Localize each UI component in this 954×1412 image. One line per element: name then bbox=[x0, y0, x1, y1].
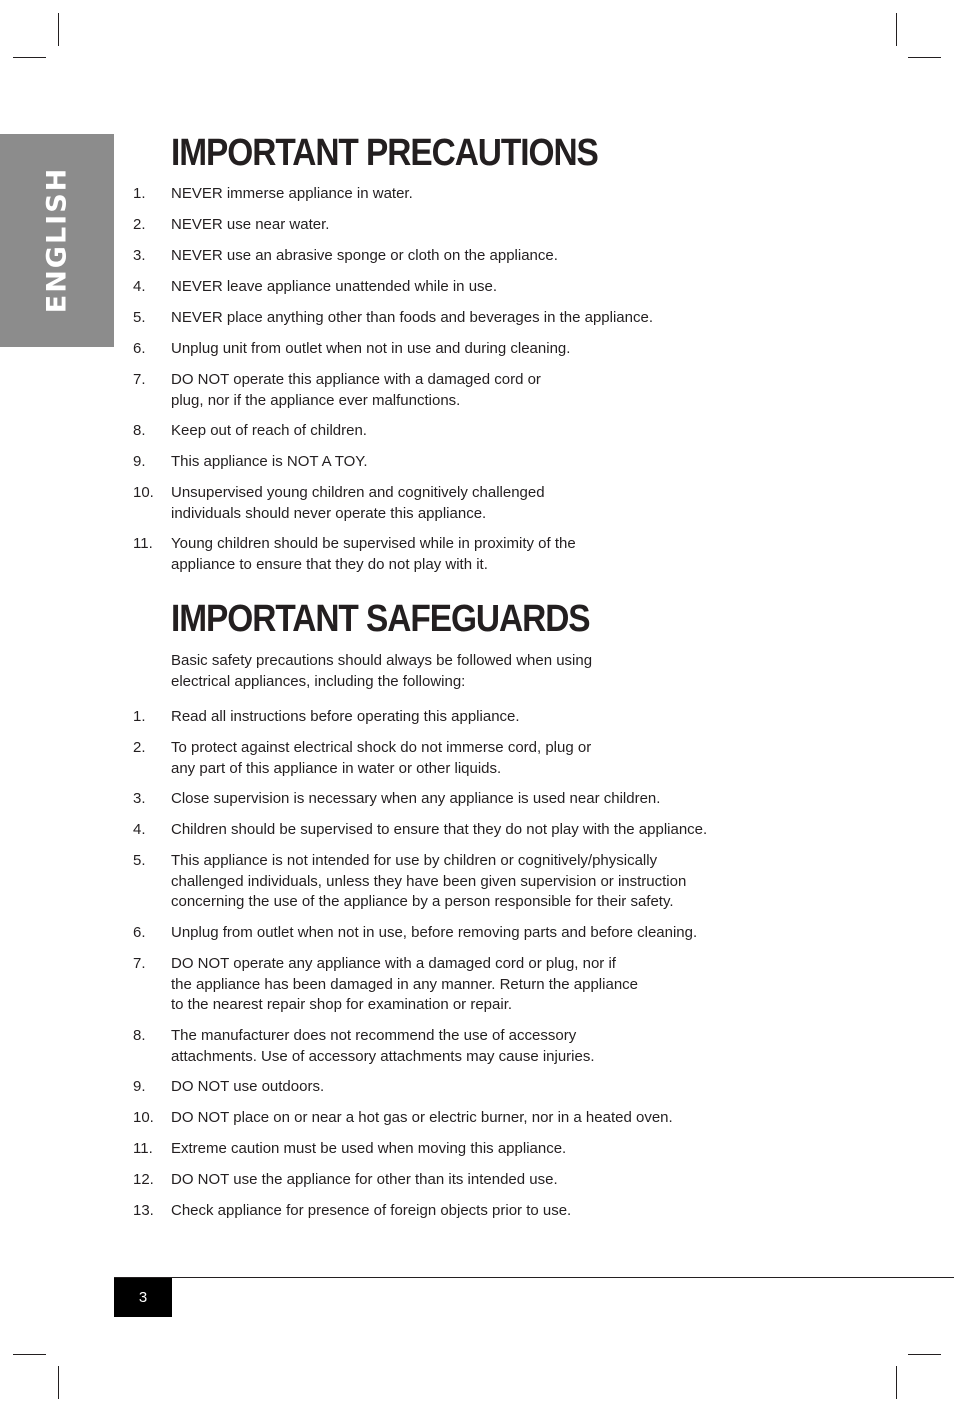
crop-mark bbox=[13, 57, 46, 58]
item-number: 2. bbox=[133, 739, 146, 756]
list-item bbox=[0, 923, 954, 954]
item-text: Read all instructions before operating this appliance. bbox=[171, 708, 520, 725]
item-number: 11. bbox=[133, 1140, 153, 1157]
item-text: NEVER place anything other than foods and beverages in the appliance. bbox=[171, 309, 653, 326]
item-text: This appliance is not intended for use by children or cognitively/physically challenged individuals, unless they have been given supervision or instruction concerning the use of the appliance by a person responsible for their safety. bbox=[171, 852, 687, 910]
item-text: To protect against electrical shock do not immerse cord, plug or any part of this appliance in water or other liquids. bbox=[171, 739, 592, 777]
item-text: DO NOT operate this appliance with a damaged cord or plug, nor if the appliance ever malfunctions. bbox=[171, 371, 541, 409]
list-item bbox=[0, 370, 954, 421]
list-item bbox=[0, 215, 954, 246]
item-text: NEVER immerse appliance in water. bbox=[171, 185, 413, 202]
item-number: 3. bbox=[133, 247, 146, 264]
item-number: 3. bbox=[133, 790, 146, 807]
item-text: NEVER use near water. bbox=[171, 216, 330, 233]
list-item bbox=[0, 1170, 954, 1201]
item-number: 11. bbox=[133, 535, 153, 552]
item-number: 9. bbox=[133, 453, 146, 470]
item-number: 9. bbox=[133, 1078, 146, 1095]
list-item bbox=[0, 534, 954, 585]
list-item bbox=[0, 1139, 954, 1170]
item-text: Young children should be supervised while in proximity of the appliance to ensure that they do not play with it. bbox=[171, 535, 576, 573]
item-text: DO NOT use outdoors. bbox=[171, 1078, 325, 1095]
item-text: NEVER leave appliance unattended while in use. bbox=[171, 278, 498, 295]
list-item bbox=[0, 1077, 954, 1108]
item-number: 6. bbox=[133, 340, 146, 357]
list-item bbox=[0, 184, 954, 215]
item-text: Keep out of reach of children. bbox=[171, 422, 367, 439]
list-item bbox=[0, 851, 954, 923]
item-number: 10. bbox=[133, 484, 154, 501]
item-text: Unplug from outlet when not in use, before removing parts and before cleaning. bbox=[171, 924, 698, 941]
item-text: DO NOT use the appliance for other than its intended use. bbox=[171, 1171, 558, 1188]
item-text: DO NOT place on or near a hot gas or electric burner, nor in a heated oven. bbox=[171, 1109, 673, 1126]
item-number: 10. bbox=[133, 1109, 154, 1126]
item-number: 8. bbox=[133, 422, 146, 439]
list-item bbox=[0, 421, 954, 452]
list-item bbox=[0, 308, 954, 339]
item-text: Close supervision is necessary when any appliance is used near children. bbox=[171, 790, 661, 807]
item-text: Extreme caution must be used when moving this appliance. bbox=[171, 1140, 567, 1157]
list-item bbox=[0, 820, 954, 851]
list-item bbox=[0, 1108, 954, 1139]
precautions-list bbox=[0, 184, 954, 585]
item-number: 5. bbox=[133, 309, 146, 326]
item-text: DO NOT operate any appliance with a damaged cord or plug, nor if the appliance has been damaged in any manner. Return the appliance to the nearest repair shop for examination or repair. bbox=[171, 955, 638, 1013]
item-text: NEVER use an abrasive sponge or cloth on the appliance. bbox=[171, 247, 558, 264]
list-item bbox=[0, 954, 954, 1026]
footer-rule bbox=[114, 1277, 954, 1278]
crop-mark bbox=[896, 1366, 897, 1399]
item-text: Check appliance for presence of foreign objects prior to use. bbox=[171, 1202, 572, 1219]
list-item bbox=[0, 339, 954, 370]
item-number: 4. bbox=[133, 821, 146, 838]
list-item bbox=[0, 1026, 954, 1077]
crop-mark bbox=[58, 1366, 59, 1399]
item-number: 4. bbox=[133, 278, 146, 295]
crop-mark bbox=[13, 1354, 46, 1355]
item-number: 5. bbox=[133, 852, 146, 869]
crop-mark bbox=[908, 1354, 941, 1355]
list-item bbox=[0, 483, 954, 534]
item-number: 8. bbox=[133, 1027, 146, 1044]
item-text: Unplug unit from outlet when not in use and during cleaning. bbox=[171, 340, 571, 357]
page-number: 3 bbox=[114, 1278, 172, 1317]
precautions-title: IMPORTANT PRECAUTIONS bbox=[171, 132, 598, 174]
crop-mark bbox=[58, 13, 59, 46]
item-number: 12. bbox=[133, 1171, 154, 1188]
list-item bbox=[0, 738, 954, 789]
item-number: 1. bbox=[133, 708, 146, 725]
list-item bbox=[0, 789, 954, 820]
list-item bbox=[0, 277, 954, 308]
crop-mark bbox=[896, 13, 897, 46]
list-item bbox=[0, 246, 954, 277]
item-number: 7. bbox=[133, 371, 146, 388]
safeguards-title: IMPORTANT SAFEGUARDS bbox=[171, 598, 590, 640]
crop-mark bbox=[908, 57, 941, 58]
item-text: Unsupervised young children and cognitively challenged individuals should never operate this appliance. bbox=[171, 484, 545, 522]
item-number: 1. bbox=[133, 185, 146, 202]
item-number: 13. bbox=[133, 1202, 154, 1219]
item-text: Children should be supervised to ensure that they do not play with the appliance. bbox=[171, 821, 708, 838]
safeguards-intro: Basic safety precautions should always be followed when using electrical appliances, including the following: bbox=[171, 652, 593, 690]
list-item bbox=[0, 707, 954, 738]
item-text: This appliance is NOT A TOY. bbox=[171, 453, 368, 470]
item-number: 6. bbox=[133, 924, 146, 941]
safeguards-list bbox=[0, 707, 954, 1232]
language-tab-label: ENGLISH bbox=[41, 166, 73, 314]
item-text: The manufacturer does not recommend the use of accessory attachments. Use of accessory attachments may cause injuries. bbox=[171, 1027, 595, 1065]
list-item bbox=[0, 452, 954, 483]
item-number: 7. bbox=[133, 955, 146, 972]
item-number: 2. bbox=[133, 216, 146, 233]
list-item bbox=[0, 1201, 954, 1232]
